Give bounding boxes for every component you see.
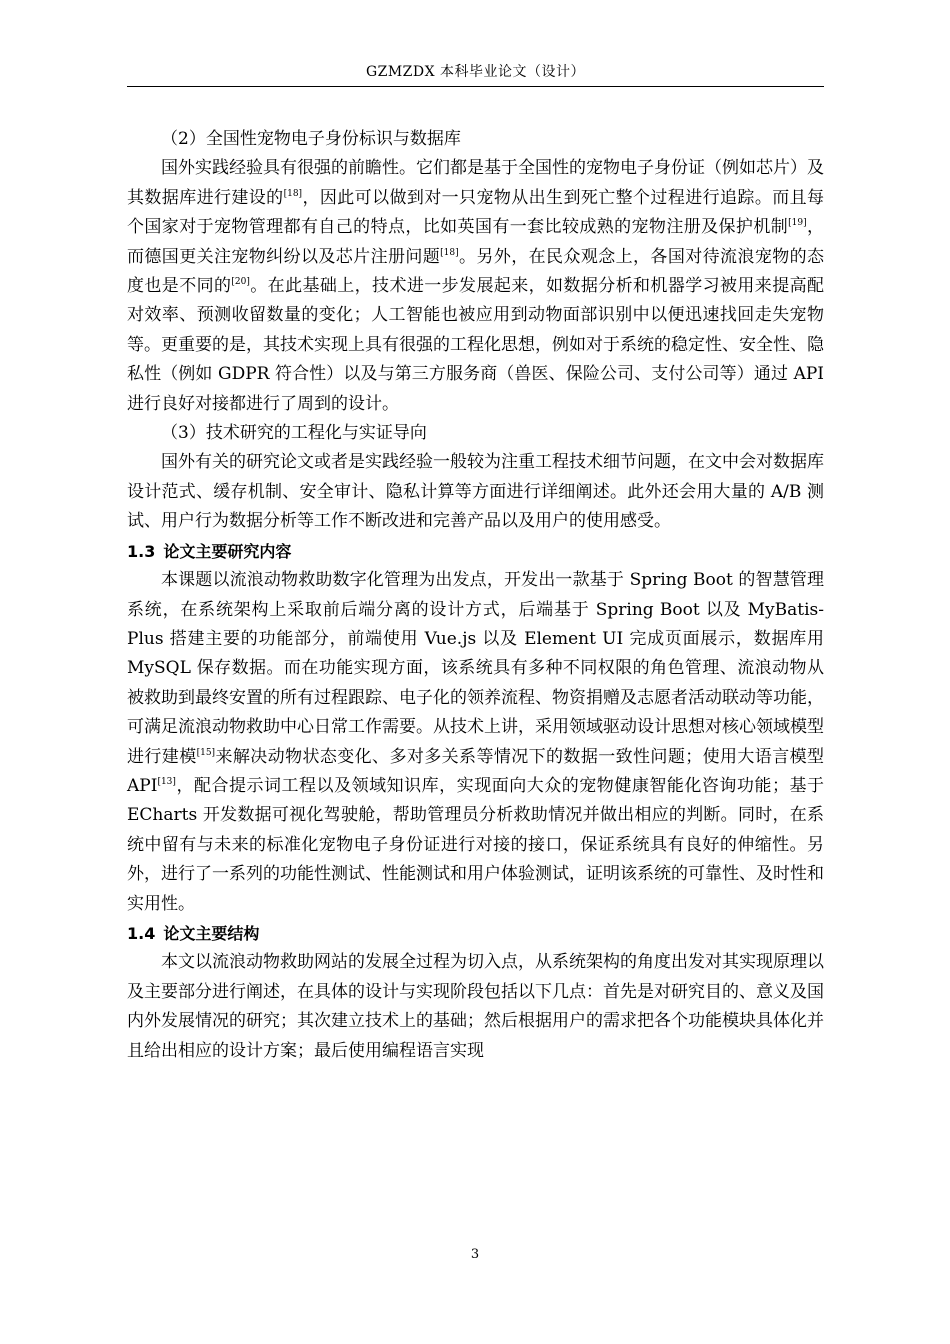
paragraph-text: 。另外，在民众观念上，各国对待流浪宠物的态度也是不同的	[127, 246, 825, 297]
paragraph-text: 本文以流浪动物救助网站的发展全过程为切入点，从系统架构的角度出发对其实现原理以及主要部分进行阐述，在具体的设计与实现阶段包括以下几点：首先是对研究目的、意义及国内外发展情况的研究；其次建立技术上的基础；然后根据用户的需求把各个功能模块具体化并且给出相应的设计方案；最后使用编程语言实现	[127, 952, 824, 1061]
document-body	[127, 125, 824, 1066]
citation: [18]	[440, 247, 459, 258]
citation: [13]	[157, 776, 176, 787]
subheading-engineering-orientation	[127, 419, 824, 448]
paragraph-text: 本课题以流浪动物救助数字化管理为出发点，开发出一款基于 Spring Boot 的智慧管理系统，在系统架构上采取前后端分离的设计方式，后端基于 Spring Boot 以及 MyBatis-Plus 搭建主要的功能部分，前端使用 Vue.js 以及 Element UI 完成页面展示，数据库用 MySQL 保存数据。而在功能实现方面，该系统具有多种不同权限的角色管理、流浪动物从被救助到最终安置的所有过程跟踪、电子化的领养流程、物资捐赠及志愿者活动联动等功能，可满足流浪动物救助中心日常工作需要。从技术上讲，采用领域驱动设计思想对核心领域模型进行建模	[127, 570, 824, 767]
paragraph-thesis-structure	[127, 948, 824, 1066]
section-heading-1-3	[127, 537, 824, 566]
section-title: 论文主要研究内容	[163, 541, 292, 561]
subheading-text: （3）技术研究的工程化与实证导向	[161, 423, 427, 444]
page-header: GZMZDX 本科毕业论文（设计）	[365, 64, 586, 80]
paragraph-text: ，因此可以做到对一只宠物从出生到死亡整个过程进行追踪。而且每个国家对于宠物管理都有自己的特点，比如英国有一套比较成熟的宠物注册及保护机制	[127, 187, 825, 238]
section-title: 论文主要结构	[163, 923, 260, 943]
section-heading-1-4	[127, 919, 824, 948]
paragraph-research-content	[127, 566, 824, 919]
subheading-national-pet-id	[127, 125, 824, 154]
citation: [15]	[196, 747, 216, 758]
citation: [20]	[231, 277, 250, 288]
paragraph-engineering-details	[127, 448, 824, 536]
section-number: 1.3	[127, 541, 156, 561]
header-divider	[127, 86, 824, 87]
paragraph-text: 。在此基础上，技术进一步发展起来，如数据分析和机器学习被用来提高配对效率、预测收留数量的变化；人工智能也被应用到动物面部识别中以便迅速找回走失宠物等。更重要的是，其技术实现上具有很强的工程化思想，例如对于系统的稳定性、安全性、隐私性（例如 GDPR 符合性）以及与第三方服务商（兽医、保险公司、支付公司等）通过 API 进行良好对接都进行了周到的设计。	[127, 276, 825, 414]
page-number: 3	[470, 1247, 480, 1262]
citation: [19]	[788, 218, 807, 229]
paragraph-text: 来解决动物状态变化、多对多关系等情况下的数据一致性问题；使用大语言模型 API	[127, 746, 825, 796]
citation: [18]	[283, 188, 303, 199]
paragraph-text: ，配合提示词工程以及领域知识库，实现面向大众的宠物健康智能化咨询功能；基于 ECharts 开发数据可视化驾驶舱，帮助管理员分析救助情况并做出相应的判断。同时，在系统中留有与未来的标准化宠物电子身份证进行对接的接口，保证系统具有良好的伸缩性。另外，进行了一系列的功能性测试、性能测试和用户体验测试，证明该系统的可靠性、及时性和实用性。	[127, 775, 824, 914]
paragraph-foreign-practice	[127, 154, 824, 419]
paragraph-text: 国外有关的研究论文或者是实践经验一般较为注重工程技术细节问题，在文中会对数据库设计范式、缓存机制、安全审计、隐私计算等方面进行详细阐述。此外还会用大量的 A/B 测试、用户行为数据分析等工作不断改进和完善产品以及用户的使用感受。	[127, 452, 824, 532]
paragraph-text: ，而德国更关注宠物纠纷以及芯片注册问题	[127, 217, 825, 267]
paragraph-text: 国外实践经验具有很强的前瞻性。它们都是基于全国性的宠物电子身份证（例如芯片）及其数据库进行建设的	[127, 158, 824, 208]
section-number: 1.4	[127, 923, 156, 943]
subheading-text: （2）全国性宠物电子身份标识与数据库	[161, 129, 461, 149]
